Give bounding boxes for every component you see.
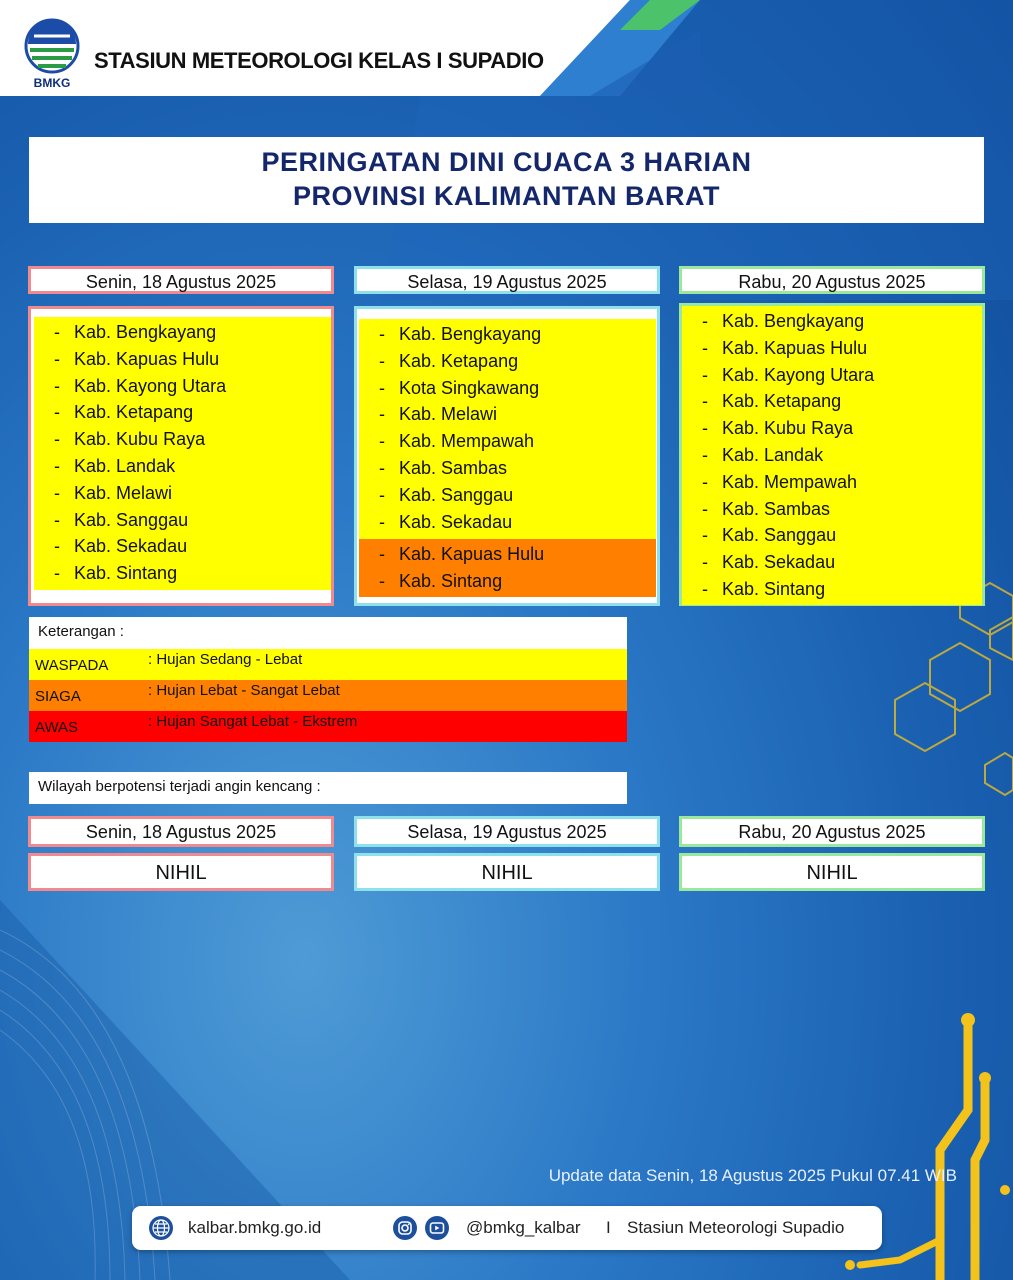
wind-day2-value: NIHIL xyxy=(354,853,660,891)
region-name: Kab. Sintang xyxy=(399,570,503,591)
region-list-item xyxy=(359,482,656,509)
list-dash: - xyxy=(379,377,385,398)
region-list-item xyxy=(359,401,656,428)
region-list-item xyxy=(34,399,331,426)
region-list-item xyxy=(682,362,982,389)
region-list-item xyxy=(359,541,656,568)
list-dash: - xyxy=(54,429,60,450)
region-name: Kab. Bengkayang xyxy=(399,324,542,344)
globe-icon xyxy=(148,1215,174,1241)
region-name: Kab. Kubu Raya xyxy=(722,418,854,439)
list-dash: - xyxy=(54,402,60,423)
day1-panel xyxy=(28,306,334,606)
day1-waspada-list xyxy=(34,317,331,590)
wind-day1-value: NIHIL xyxy=(28,853,334,891)
list-dash: - xyxy=(702,391,708,412)
list-dash: - xyxy=(379,404,385,425)
wind-day3-header: Rabu, 20 Agustus 2025 xyxy=(679,816,985,847)
list-dash: - xyxy=(702,311,708,331)
region-list-item xyxy=(34,319,331,346)
region-name: Kab. Landak xyxy=(722,444,824,465)
list-dash: - xyxy=(54,536,60,557)
region-name: Kab. Sintang xyxy=(74,563,178,584)
region-name: Kab. Kapuas Hulu xyxy=(722,337,868,358)
list-dash: - xyxy=(379,350,385,371)
region-list-item xyxy=(682,549,982,576)
wind-day3-value: NIHIL xyxy=(679,853,985,891)
list-dash: - xyxy=(54,482,60,503)
list-dash: - xyxy=(54,563,60,584)
region-list-item xyxy=(34,373,331,400)
region-list-item xyxy=(359,321,656,348)
day3-waspada-list xyxy=(682,306,982,605)
day1-header: Senin, 18 Agustus 2025 xyxy=(28,266,334,294)
page-title-box xyxy=(29,137,984,223)
region-list-item xyxy=(682,388,982,415)
day3-header: Rabu, 20 Agustus 2025 xyxy=(679,266,985,294)
list-dash: - xyxy=(54,322,60,342)
list-dash: - xyxy=(54,375,60,396)
list-dash: - xyxy=(379,511,385,532)
list-dash: - xyxy=(702,498,708,519)
region-list-item xyxy=(34,507,331,534)
region-name: Kab. Sekadau xyxy=(722,552,836,573)
region-name: Kab. Bengkayang xyxy=(74,322,217,342)
legend-awas-level: AWAS xyxy=(35,719,79,736)
region-name: Kab. Sanggau xyxy=(399,484,514,505)
region-name: Kab. Sintang xyxy=(722,578,826,599)
legend-awas-desc: : Hujan Sangat Lebat - Ekstrem xyxy=(148,713,358,730)
day2-panel xyxy=(354,306,660,606)
region-list-item xyxy=(34,453,331,480)
region-list-item xyxy=(682,335,982,362)
legend-awas xyxy=(29,711,627,742)
region-list-item xyxy=(359,455,656,482)
list-dash: - xyxy=(379,457,385,478)
region-name: Kab. Ketapang xyxy=(399,350,519,371)
list-dash: - xyxy=(379,544,385,564)
day3-panel xyxy=(679,303,985,606)
region-list-item xyxy=(359,375,656,402)
region-name: Kab. Kapuas Hulu xyxy=(74,348,220,369)
region-name: Kab. Sambas xyxy=(399,457,508,478)
region-name: Kab. Mempawah xyxy=(399,431,535,452)
region-name: Kab. Landak xyxy=(74,455,176,476)
day2-header: Selasa, 19 Agustus 2025 xyxy=(354,266,660,294)
region-list-item xyxy=(682,308,982,335)
list-dash: - xyxy=(702,525,708,546)
region-name: Kab. Kayong Utara xyxy=(722,364,875,385)
page-title-line-2: PROVINSI KALIMANTAN BARAT xyxy=(293,181,720,211)
region-list-item xyxy=(359,568,656,595)
list-dash: - xyxy=(379,431,385,452)
footer-separator: I xyxy=(606,1218,611,1237)
list-dash: - xyxy=(702,337,708,358)
wind-day1-header: Senin, 18 Agustus 2025 xyxy=(28,816,334,847)
list-dash: - xyxy=(702,364,708,385)
day2-waspada-list xyxy=(359,319,656,539)
instagram-icon[interactable] xyxy=(392,1215,418,1241)
region-name: Kab. Melawi xyxy=(74,482,173,503)
legend-waspada-desc: : Hujan Sedang - Lebat xyxy=(148,651,303,668)
legend-waspada-level: WASPADA xyxy=(35,657,109,674)
region-name: Kab. Ketapang xyxy=(74,402,194,423)
page-title-line-1: PERINGATAN DINI CUACA 3 HARIAN xyxy=(261,147,752,177)
day2-siaga-list xyxy=(359,539,656,597)
region-list-item xyxy=(682,469,982,496)
list-dash: - xyxy=(702,578,708,599)
region-list-item xyxy=(359,428,656,455)
region-name: Kab. Sekadau xyxy=(399,511,513,532)
region-name: Kab. Mempawah xyxy=(722,471,858,492)
region-name: Kab. Sambas xyxy=(722,498,831,519)
region-list-item xyxy=(682,576,982,603)
logo-text: BMKG xyxy=(33,76,71,90)
station-title: STASIUN METEOROLOGI KELAS I SUPADIO xyxy=(94,48,544,73)
list-dash: - xyxy=(702,471,708,492)
update-timestamp: Update data Senin, 18 Agustus 2025 Pukul 07.41 WIB xyxy=(548,1166,957,1185)
list-dash: - xyxy=(702,552,708,573)
region-list-item xyxy=(34,346,331,373)
region-list-item xyxy=(682,522,982,549)
wind-title: Wilayah berpotensi terjadi angin kencang : xyxy=(29,772,627,804)
list-dash: - xyxy=(702,444,708,465)
list-dash: - xyxy=(379,324,385,344)
region-name: Kab. Sanggau xyxy=(722,525,837,546)
wind-day2-header: Selasa, 19 Agustus 2025 xyxy=(354,816,660,847)
region-list-item xyxy=(34,533,331,560)
region-list-item xyxy=(682,442,982,469)
legend-siaga-level: SIAGA xyxy=(35,688,81,705)
region-name: Kab. Sanggau xyxy=(74,509,189,530)
region-name: Kab. Kapuas Hulu xyxy=(399,544,545,564)
region-list-item xyxy=(682,496,982,523)
list-dash: - xyxy=(54,509,60,530)
region-name: Kab. Kayong Utara xyxy=(74,375,227,396)
list-dash: - xyxy=(379,570,385,591)
footer-bar xyxy=(132,1206,882,1250)
region-list-item xyxy=(34,480,331,507)
footer-social-handle[interactable]: @bmkg_kalbar xyxy=(466,1218,581,1237)
region-list-item xyxy=(359,348,656,375)
footer-website-link[interactable]: kalbar.bmkg.go.id xyxy=(188,1218,322,1237)
region-name: Kota Singkawang xyxy=(399,377,540,398)
region-list-item xyxy=(359,509,656,536)
region-name: Kab. Sekadau xyxy=(74,536,188,557)
list-dash: - xyxy=(54,455,60,476)
footer-station-name: Stasiun Meteorologi Supadio xyxy=(627,1218,845,1237)
region-name: Kab. Melawi xyxy=(399,404,498,425)
region-name: Kab. Ketapang xyxy=(722,391,842,412)
region-list-item xyxy=(34,560,331,587)
region-list-item xyxy=(682,415,982,442)
list-dash: - xyxy=(379,484,385,505)
region-name: Kab. Bengkayang xyxy=(722,311,865,331)
list-dash: - xyxy=(702,418,708,439)
region-name: Kab. Kubu Raya xyxy=(74,429,206,450)
legend-title: Keterangan : xyxy=(29,617,627,649)
region-list-item xyxy=(34,426,331,453)
list-dash: - xyxy=(54,348,60,369)
legend-siaga-desc: : Hujan Lebat - Sangat Lebat xyxy=(148,682,340,699)
youtube-icon[interactable] xyxy=(424,1215,450,1241)
